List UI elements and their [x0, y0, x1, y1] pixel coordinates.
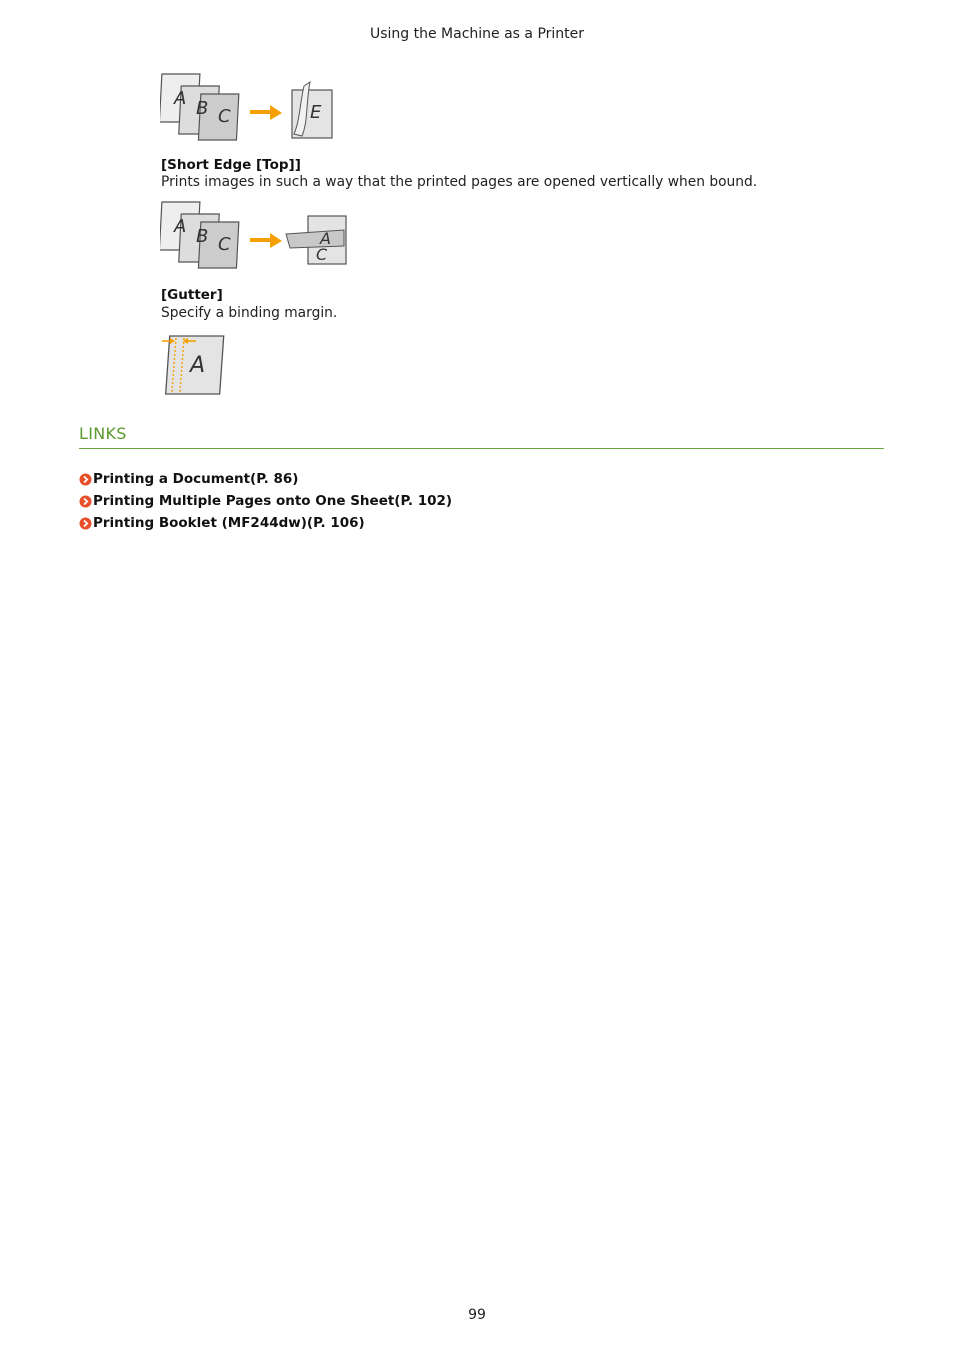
running-header: Using the Machine as a Printer [369, 26, 585, 42]
link-printing-a-document[interactable]: Printing a Document(P. 86) [93, 471, 299, 487]
orange-arrow-icon [250, 105, 282, 120]
link-item[interactable] [79, 468, 452, 490]
item-title: [Gutter] [161, 287, 223, 303]
circle-chevron-right-icon [79, 517, 92, 530]
page-letter-a: A [174, 216, 187, 237]
item-description: Specify a binding margin. [161, 305, 338, 321]
link-item[interactable] [79, 490, 452, 512]
links-heading: LINKS [79, 424, 127, 443]
link-printing-multiple-pages[interactable]: Printing Multiple Pages onto One Sheet(P. 102) [93, 493, 453, 509]
page-letter-c: C [218, 234, 231, 255]
long-edge-binding-illustration [160, 72, 340, 142]
short-edge-binding-illustration [160, 200, 360, 270]
page-letter-b: B [196, 98, 209, 119]
item-title: [Short Edge [Top]] [161, 157, 301, 173]
circle-chevron-right-icon [79, 495, 92, 508]
svg-text:E: E [310, 102, 322, 123]
link-printing-booklet[interactable]: Printing Booklet (MF244dw)(P. 106) [93, 515, 365, 531]
svg-text:C: C [316, 245, 328, 264]
page-letter-a: A [174, 88, 187, 109]
page-stack-icon [160, 202, 239, 268]
gutter-illustration [160, 332, 240, 398]
page-number: 99 [468, 1307, 486, 1323]
orange-arrow-icon [250, 233, 282, 248]
link-item[interactable] [79, 512, 452, 534]
page-letter-a: A [190, 353, 206, 378]
page-stack-icon [160, 74, 239, 140]
bound-book-icon [292, 82, 332, 138]
circle-chevron-right-icon [79, 473, 92, 486]
links-list [79, 468, 452, 534]
page-letter-c: C [218, 106, 231, 127]
links-divider [79, 448, 884, 449]
flipped-book-icon [286, 216, 346, 264]
svg-text:A: A [320, 229, 331, 248]
page-letter-b: B [196, 226, 209, 247]
item-description: Prints images in such a way that the printed pages are opened vertically when bound. [161, 174, 758, 190]
